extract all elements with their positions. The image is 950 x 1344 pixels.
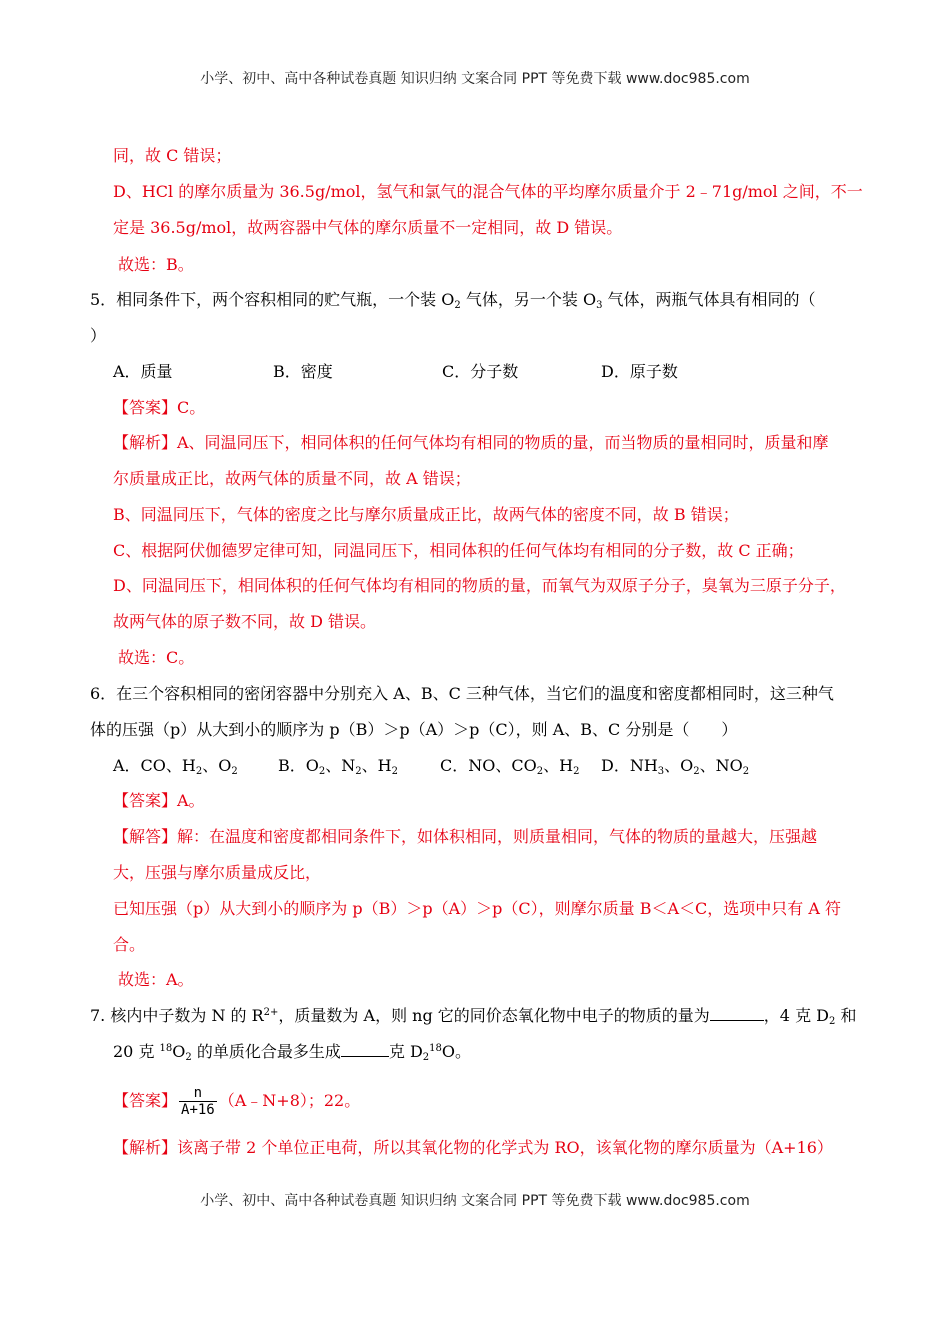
q6-stem-2: 体的压强（p）从大到小的顺序为 p（B）＞p（A）＞p（C），则 A、B、C 分别是（ ） (90, 720, 738, 739)
q4-line-3: 定是 36.5g/mol，故两容器中气体的摩尔质量不一定相同，故 D 错误。 (113, 218, 623, 237)
q6-analysis-3: 已知压强（p）从大到小的顺序为 p（B）＞p（A）＞p（C），则摩尔质量 B＜A＜C，选项中只有 A 符 (113, 899, 841, 918)
q6-analysis-2: 大，压强与摩尔质量成反比， (113, 863, 322, 882)
q4-line-1: 同，故 C 错误； (113, 146, 232, 165)
q5-choice: 故选：C。 (118, 648, 195, 667)
q7-answer: 【答案】 $\frac{n}{A+16}$ （A﹣N+8）；22。 (113, 1085, 361, 1118)
q5-answer: 【答案】C。 (113, 398, 206, 417)
q7-blank-1 (710, 1006, 764, 1021)
q4-line-2: D、HCl 的摩尔质量为 36.5g/mol，氢气和氯气的混合气体的平均摩尔质量介于 2﹣71g/mol 之间，不一 (113, 182, 863, 201)
q6-option-b: B．$O_2$、$N_2$、$H_2$ (278, 756, 398, 777)
q5-analysis-1: 【解析】A、同温同压下，相同体积的任何气体均有相同的物质的量，而当物质的量相同时，质量和摩 (113, 433, 829, 452)
q7-stem-2: 20 克 $^{18}O_2$ 的单质化合最多生成 克 $D_2^{18}O$。 (113, 1042, 472, 1063)
q6-analysis-1: 【解答】解：在温度和密度都相同条件下，如体积相同，则质量相同，气体的物质的量越大，压强越 (113, 827, 818, 846)
q5-analysis-6: 故两气体的原子数不同，故 D 错误。 (113, 612, 377, 631)
q6-option-c: C．NO、$CO_2$、$H_2$ (440, 756, 580, 777)
q7-blank-2 (341, 1042, 389, 1057)
q4-choice: 故选：B。 (118, 255, 194, 274)
q5-analysis-4: C、根据阿伏伽德罗定律可知，同温同压下，相同体积的任何气体均有相同的分子数，故 C 正确； (113, 541, 804, 560)
q5-option-d: D．原子数 (601, 362, 678, 381)
q6-option-a: A．CO、$H_2$、$O_2$ (113, 756, 238, 777)
q7-answer-fraction: $\frac{n}{A+16}$ (181, 1085, 215, 1118)
q7-analysis: 【解析】该离子带 2 个单位正电荷，所以其氧化物的化学式为 RO，该氧化物的摩尔质量为（A+16） (113, 1138, 833, 1157)
q5-option-b: B．密度 (273, 362, 333, 381)
q5-analysis-5: D、同温同压下，相同体积的任何气体均有相同的物质的量，而氧气为双原子分子，臭氧为三原子分子， (113, 576, 846, 595)
q5-analysis-2: 尔质量成正比，故两气体的质量不同，故 A 错误； (113, 469, 471, 488)
q5-analysis-3: B、同温同压下，气体的密度之比与摩尔质量成正比，故两气体的密度不同，故 B 错误； (113, 505, 739, 524)
q6-option-d: D．$NH_3$、$O_2$、$NO_2$ (601, 756, 750, 777)
q5-stem: 5．相同条件下，两个容积相同的贮气瓶，一个装 $O_2$ 气体，另一个装 $O_3$ 气体，两瓶气体具有相同的（ (90, 290, 816, 311)
page-header: 小学、初中、高中各种试卷真题 知识归纳 文案合同 PPT 等免费下载 www.doc985.com (200, 71, 750, 87)
q5-option-c: C．分子数 (442, 362, 519, 381)
q6-choice: 故选：A。 (118, 970, 194, 989)
q5-stem-end: ） (90, 326, 107, 345)
q6-answer: 【答案】A。 (113, 791, 205, 810)
q5-option-a: A．质量 (113, 362, 173, 381)
page-footer: 小学、初中、高中各种试卷真题 知识归纳 文案合同 PPT 等免费下载 www.doc985.com (200, 1193, 750, 1209)
q7-stem-1: 7. 核内中子数为 N 的 $R^{2+}$，质量数为 A，则 ng 它的同价态氧化物中电子的物质的量为 ，4 克 $D_2$ 和 (90, 1006, 857, 1027)
q6-analysis-4: 合。 (113, 935, 146, 954)
q6-stem-1: 6．在三个容积相同的密闭容器中分别充入 A、B、C 三种气体，当它们的温度和密度都相同时，这三种气 (90, 684, 834, 703)
